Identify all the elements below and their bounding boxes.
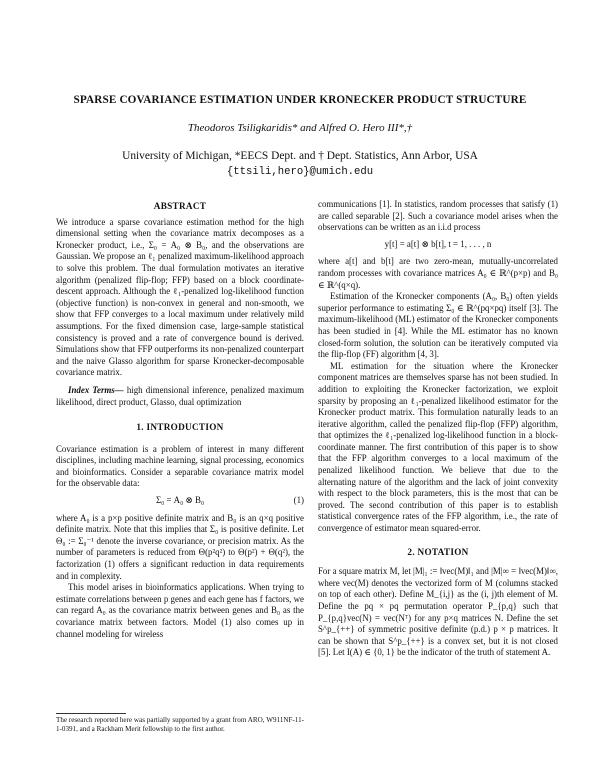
equation-1-number: (1) [293, 495, 304, 506]
abstract-text: We introduce a sparse covariance estimation method for the high dimensional setting when the covariance matrix decomposes as a Kronecker product, i.e., Σ₀ = A₀ ⊗ B₀, and the observations are Gaussian. We propose an ℓ₁ penalized maximum-likelihood approach to solve this problem. The dual formulation motivates an iterative algorithm (penalized flip-flop; FFP) based on a block coordinate-descent approach. Although the ℓ₁-penalized log-likelihood function (objective function) is non-convex in general and non-smooth, we show that FFP converges to a local maximum under relatively mild assumptions. For the fixed dimension case, large-sample statistical consistency is proved and a rate of convergence bound is derived. Simulations show that FFP outperforms its non-penalized counterpart and the naive Glasso algorithm for sparse Kronecker-decomposable covariance matrix. [56, 216, 304, 378]
intro-paragraph-1: Covariance estimation is a problem of interest in many different disciplines, including machine learning, signal processing, economics and bioinformatics. Consider a separable covariance matrix model for the observable data: [56, 443, 304, 489]
intro-paragraph-2: where A₀ is a p×p positive definite matrix and B₀ is an q×q positive definite matrix. Note that this implies that Σ₀ is positive definite. Let Θ₀ := Σ₀⁻¹ denote the inverse covariance, or precision matrix. As the number of parameters is reduced from Θ(p²q²) to Θ(p²) + Θ(q²), the factorization (1) offers a significant reduction in data requirements and in complexity. [56, 512, 304, 581]
right-column [318, 199, 558, 659]
notation-paragraph: For a square matrix M, let |M|₁ := ‖vec(M)‖₁ and |M|∞ = ‖vec(M)‖∞, where vec(M) denotes the vectorized form of M (columns stacked on top of each other). Define M_{i,j} as the (i, j)th element of M. Define the pq × pq permutation operator P_{p,q} such that P_{p,q}vec(N) = vec(Nᵀ) for any p×q matrices N. Define the set S^p_{++} of symmetric positive definite (p.d.) p × p matrices. It can be shown that S^p_{++} is a convex set, but it is not closed [5]. Let I(A) ∈ {0, 1} be the indicator of the truth of statement A. [318, 566, 558, 658]
index-terms-label: Index Terms— [68, 384, 124, 395]
equation-1-body: Σ₀ = A₀ ⊗ B₀ [155, 495, 205, 506]
right-paragraph-4: ML estimation for the situation where the Kronecker component matrices are themselves sparse has not been studied. In addition to exploiting the Kronecker factorization, we exploit sparsity by proposing an ℓ₁-penalized likelihood estimator for the Kronecker product matrix. This formulation naturally leads to an iterative algorithm, called the penalized flip-flop (FFP) algorithm, that optimizes the ℓ₁-penalized log-likelihood function in a block-coordinate manner. The first contribution of this paper is to show that the FFP algorithm converges to a local maximum of the penalized likelihood function. We believe that due to the alternating nature of the algorithm and the lack of joint convexity with respect to the block parameters, this is the most that can be proved. The second contribution of this paper is to establish statistical convergence rates of the FFP algorithm, i.e., the rate of convergence of estimator mean squared-error. [318, 360, 558, 534]
author-email: {ttsili,hero}@umich.edu [226, 166, 374, 178]
right-paragraph-2: where a[t] and b[t] are two zero-mean, mutually-uncorrelated random processes with covariance matrices A₀ ∈ ℝ^(p×p) and B₀ ∈ ℝ^(q×q). [318, 256, 558, 290]
footnote: The research reported here was partially supported by a grant from ARO, W911NF-11-1-0391, and a Rackham Merit fellowship to the first author. [56, 716, 304, 733]
intro-heading: 1. INTRODUCTION [136, 422, 224, 433]
equation-2 [318, 239, 558, 251]
left-column [56, 201, 304, 640]
abstract-heading: ABSTRACT [153, 201, 207, 211]
footnote-rule [56, 713, 126, 714]
right-paragraph-3: Estimation of the Kronecker components (A₀, B₀) often yields superior performance to estimating Σ₀ ∈ ℝ^(pq×pq) itself [3]. The maximum-likelihood (ML) estimator of the Kronecker components has been studied in [4]. While the ML estimator has no known closed-form solution, the solution can be iteratively computed via the flip-flop (FF) algorithm [4, 3]. [318, 291, 558, 360]
right-paragraph-1: communications [1]. In statistics, random processes that satisfy (1) are called separable [2]. Such a covariance model arises when the observations can be written as an i.i.d process [318, 199, 558, 233]
intro-paragraph-3: This model arises in bioinformatics applications. When trying to estimate correlations between p genes and each gene has f factors, we can regard A₀ as the covariance matrix between genes and B₀ as the covariance matrix between factors. Model (1) also comes up in channel modeling for wireless [56, 582, 304, 639]
paper-title: SPARSE COVARIANCE ESTIMATION UNDER KRONECKER PRODUCT STRUCTURE [73, 94, 527, 106]
notation-heading: 2. NOTATION [407, 546, 469, 557]
author-list: Theodoros Tsiligkaridis* and Alfred O. Hero III*,† [187, 122, 413, 134]
index-terms-text: high dimensional inference, penalized maximum likelihood, direct product, Glasso, dual optimization [56, 384, 304, 407]
affiliation: University of Michigan, *EECS Dept. and † Dept. Statistics, Ann Arbor, USA [122, 150, 478, 162]
index-terms [56, 385, 304, 408]
equation-2-body: y[t] = a[t] ⊗ b[t], t = 1, . . . , n [384, 238, 492, 249]
equation-1 [56, 495, 304, 507]
